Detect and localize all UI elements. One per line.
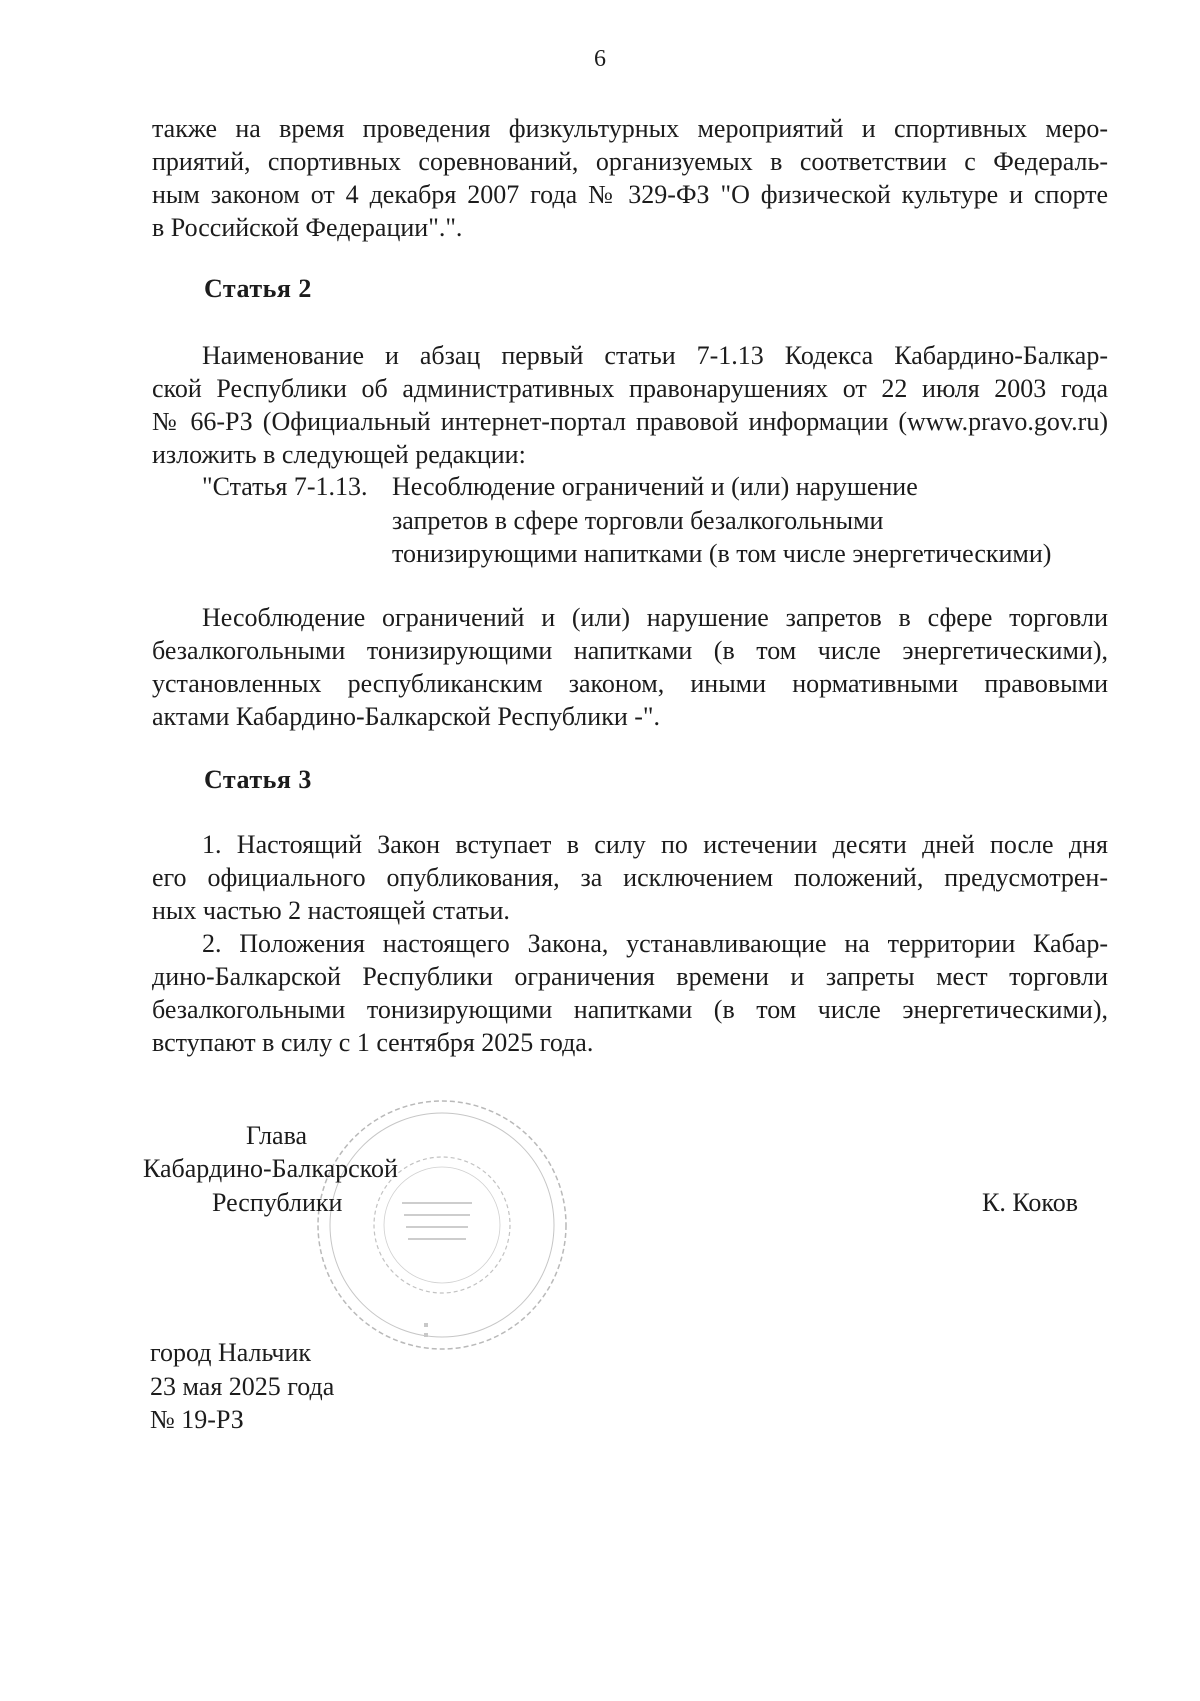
intro-line: в Российской Федерации".". xyxy=(152,213,463,242)
article-3-line: 1. Настоящий Закон вступает в силу по истечении десяти дней после дня xyxy=(202,830,1108,859)
article-2-text xyxy=(152,601,1108,733)
article-2-line: изложить в следующей редакции: xyxy=(152,440,526,469)
signatory-title-line: Глава xyxy=(246,1121,308,1150)
article-2-text-line: актами Кабардино-Балкарской Республики -". xyxy=(152,702,661,731)
article-3-item-2 xyxy=(152,927,1108,1059)
signatory-title-line: Кабардино-Балкарской xyxy=(143,1154,398,1183)
intro-line: ным законом от 4 декабря 2007 года № 329-ФЗ "О физической культуре и спорте xyxy=(152,180,1108,209)
article-2-line: ской Республики об административных правонарушениях от 22 июля 2003 года xyxy=(152,374,1108,403)
article-2-text-line: Несоблюдение ограничений и (или) нарушение запретов в сфере торговли xyxy=(202,603,1108,632)
article-3-line: безалкогольными тонизирующими напитками (в том числе энергетическими), xyxy=(152,995,1108,1024)
article-2-paragraph xyxy=(152,339,1108,471)
intro-line: приятий, спортивных соревнований, организуемых в соответствии с Федераль- xyxy=(152,147,1108,176)
article-3-line: 2. Положения настоящего Закона, устанавливающие на территории Кабар- xyxy=(202,929,1108,958)
page-number: 6 xyxy=(594,46,606,72)
article-2-text-line: безалкогольными тонизирующими напитками (в том числе энергетическими), xyxy=(152,636,1108,665)
article-title-line: запретов в сфере торговли безалкогольными xyxy=(392,506,884,535)
intro-line: также на время проведения физкультурных мероприятий и спортивных меро- xyxy=(152,114,1108,143)
article-3-line: ных частью 2 настоящей статьи. xyxy=(152,896,510,925)
article-3-line: его официального опубликования, за исключением положений, предусмотрен- xyxy=(152,863,1108,892)
article-2-text-line: установленных республиканским законом, иными нормативными правовыми xyxy=(152,669,1108,698)
article-3-heading: Статья 3 xyxy=(204,765,312,794)
official-seal-stamp xyxy=(312,1095,572,1355)
article-title-line: Несоблюдение ограничений и (или) нарушение xyxy=(392,472,918,501)
article-title-prefix: "Статья 7-1.13. xyxy=(202,472,368,501)
article-3-line: дино-Балкарской Республики ограничения времени и запреты мест торговли xyxy=(152,962,1108,991)
article-title-line: тонизирующими напитками (в том числе энергетическими) xyxy=(392,539,1052,568)
intro-paragraph xyxy=(152,112,1108,244)
document-city: город Нальчик xyxy=(150,1338,312,1367)
article-3-line: вступают в силу с 1 сентября 2025 года. xyxy=(152,1028,594,1057)
signatory-title-line: Республики xyxy=(212,1188,343,1217)
document-date: 23 мая 2025 года xyxy=(150,1372,335,1401)
article-3-item-1 xyxy=(152,828,1108,927)
signatory-name: К. Коков xyxy=(982,1188,1078,1217)
document-number: № 19-РЗ xyxy=(150,1405,244,1434)
article-2-line: Наименование и абзац первый статьи 7-1.13 Кодекса Кабардино-Балкар- xyxy=(202,341,1108,370)
article-2-line: № 66-РЗ (Официальный интернет-портал правовой информации (www.pravo.gov.ru) xyxy=(152,407,1108,436)
article-2-heading: Статья 2 xyxy=(204,274,312,303)
